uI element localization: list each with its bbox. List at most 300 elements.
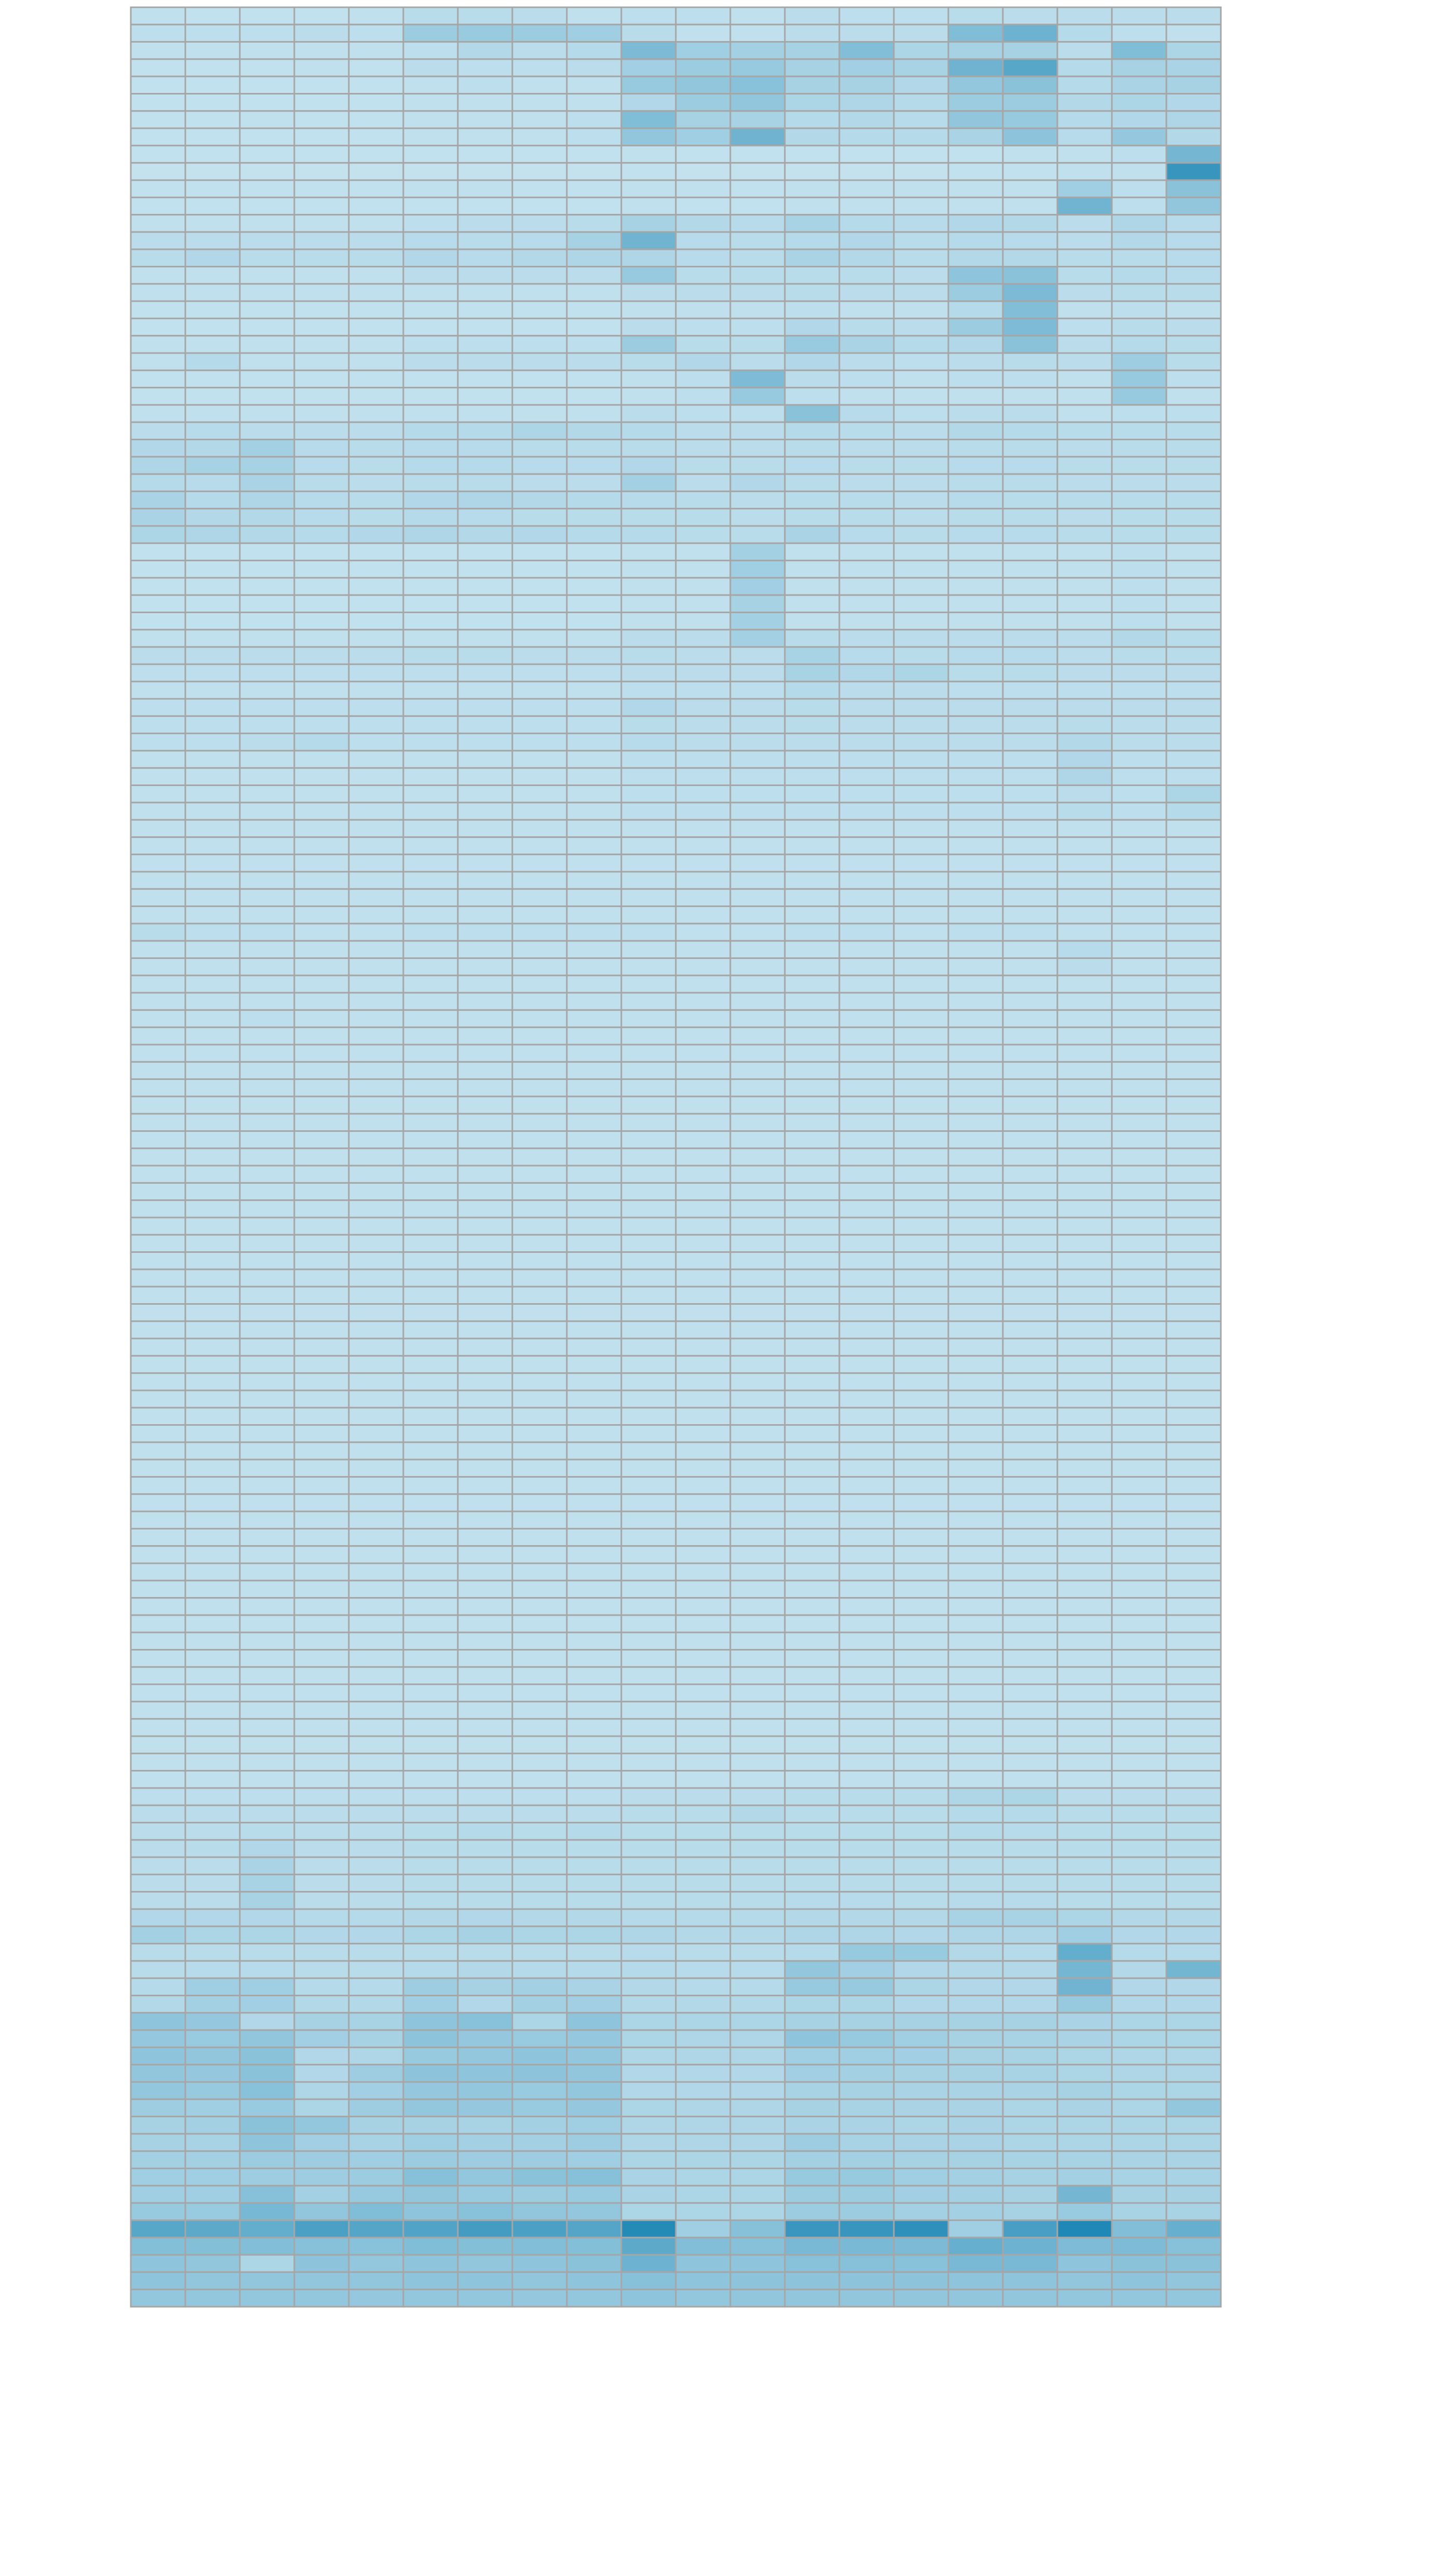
heatmap-cell [785, 1287, 839, 1304]
heatmap-cell [1057, 1079, 1112, 1097]
heatmap-cell [1003, 2290, 1057, 2307]
heatmap-cell [240, 734, 294, 751]
heatmap-cell [403, 1442, 458, 1459]
heatmap-cell [676, 370, 730, 387]
heatmap-cell [1166, 941, 1221, 958]
heatmap-cell [512, 353, 567, 370]
heatmap-cell [1057, 1373, 1112, 1390]
heatmap-cell [894, 1062, 948, 1079]
heatmap-cell [676, 907, 730, 924]
heatmap-cell [240, 1961, 294, 1978]
heatmap-cell [948, 664, 1003, 681]
heatmap-cell [403, 440, 458, 457]
heatmap-cell [785, 682, 839, 699]
heatmap-cell [512, 647, 567, 664]
heatmap-cell [567, 1944, 621, 1961]
heatmap-cell [676, 145, 730, 163]
heatmap-cell [512, 1788, 567, 1805]
heatmap-cell [512, 2186, 567, 2203]
heatmap-cell [894, 1218, 948, 1235]
heatmap-cell [185, 1546, 240, 1563]
heatmap-cell [1003, 1546, 1057, 1563]
heatmap-cell [240, 491, 294, 508]
heatmap-cell [1166, 1045, 1221, 1062]
heatmap-cell [512, 1667, 567, 1684]
heatmap-cell [1112, 2134, 1166, 2151]
heatmap-cell [294, 1148, 349, 1166]
heatmap-cell [894, 1667, 948, 1684]
heatmap-cell [948, 855, 1003, 872]
heatmap-cell [1003, 1269, 1057, 1287]
heatmap-cell [1057, 630, 1112, 647]
heatmap-cell [294, 699, 349, 716]
heatmap-cell [240, 1321, 294, 1338]
heatmap-cell [948, 7, 1003, 24]
heatmap-cell [349, 2082, 403, 2099]
heatmap-cell [240, 664, 294, 681]
heatmap-cell [894, 1079, 948, 1097]
heatmap-cell [240, 1425, 294, 1442]
heatmap-cell [894, 388, 948, 405]
heatmap-cell [785, 941, 839, 958]
heatmap-cell [1166, 1771, 1221, 1788]
heatmap-cell [131, 2065, 185, 2082]
heatmap-cell [567, 1304, 621, 1321]
heatmap-cell [403, 993, 458, 1010]
heatmap-cell [1057, 1753, 1112, 1770]
heatmap-cell [1112, 872, 1166, 889]
heatmap-cell [839, 1598, 894, 1615]
heatmap-cell [948, 1650, 1003, 1667]
heatmap-cell [1003, 595, 1057, 612]
heatmap-cell [839, 1805, 894, 1822]
heatmap-cell [403, 751, 458, 768]
heatmap-cell [621, 59, 676, 76]
heatmap-cell [839, 215, 894, 232]
heatmap-cell [240, 1632, 294, 1649]
heatmap-cell [240, 2238, 294, 2255]
heatmap-cell [948, 1235, 1003, 1252]
heatmap-cell [185, 7, 240, 24]
heatmap-cell [458, 1753, 512, 1770]
heatmap-cell [839, 1667, 894, 1684]
heatmap-cell [730, 976, 785, 993]
heatmap-cell [458, 2203, 512, 2220]
heatmap-cell [403, 526, 458, 543]
heatmap-cell [839, 958, 894, 976]
heatmap-cell [1166, 889, 1221, 906]
heatmap-cell [512, 1546, 567, 1563]
heatmap-cell [185, 2290, 240, 2307]
heatmap-cell [185, 1615, 240, 1632]
heatmap-cell [621, 128, 676, 145]
heatmap-cell [839, 1235, 894, 1252]
heatmap-cell [948, 24, 1003, 42]
heatmap-cell [948, 1529, 1003, 1546]
heatmap-cell [1057, 2272, 1112, 2289]
heatmap-cell [621, 941, 676, 958]
heatmap-cell [567, 1148, 621, 1166]
heatmap-cell [349, 1494, 403, 1511]
heatmap-cell [621, 976, 676, 993]
heatmap-cell [1057, 2290, 1112, 2307]
heatmap-cell [676, 820, 730, 837]
heatmap-cell [458, 1408, 512, 1425]
heatmap-cell [676, 716, 730, 733]
heatmap-cell [567, 1874, 621, 1891]
heatmap-cell [785, 1944, 839, 1961]
heatmap-cell [185, 1338, 240, 1356]
heatmap-cell [1112, 837, 1166, 854]
heatmap-cell [185, 1788, 240, 1805]
heatmap-cell [1003, 353, 1057, 370]
heatmap-cell [730, 1097, 785, 1114]
heatmap-cell [1112, 1684, 1166, 1701]
heatmap-cell [785, 318, 839, 335]
heatmap-cell [403, 976, 458, 993]
heatmap-cell [839, 1027, 894, 1045]
heatmap-cell [1166, 2255, 1221, 2272]
heatmap-cell [1112, 422, 1166, 439]
heatmap-cell [948, 1719, 1003, 1736]
heatmap-cell [1166, 1615, 1221, 1632]
heatmap-cell [621, 1252, 676, 1269]
heatmap-cell [403, 2290, 458, 2307]
heatmap-cell [1057, 2186, 1112, 2203]
heatmap-cell [1003, 907, 1057, 924]
heatmap-cell [1057, 716, 1112, 733]
heatmap-cell [894, 1563, 948, 1580]
heatmap-cell [785, 128, 839, 145]
heatmap-cell [1003, 1218, 1057, 1235]
heatmap-cell [1112, 76, 1166, 93]
heatmap-cell [621, 1183, 676, 1200]
heatmap-cell [1057, 1580, 1112, 1598]
heatmap-cell [458, 1459, 512, 1477]
heatmap-cell [512, 1840, 567, 1857]
heatmap-cell [458, 215, 512, 232]
heatmap-cell [458, 1823, 512, 1840]
heatmap-cell [785, 163, 839, 180]
heatmap-cell [131, 786, 185, 803]
heatmap-cell [1112, 1338, 1166, 1356]
heatmap-cell [785, 561, 839, 578]
heatmap-cell [294, 2272, 349, 2289]
heatmap-cell [403, 2169, 458, 2186]
heatmap-cell [131, 889, 185, 906]
heatmap-cell [676, 2013, 730, 2030]
heatmap-cell [894, 180, 948, 197]
heatmap-cell [1057, 388, 1112, 405]
heatmap-cell [1166, 855, 1221, 872]
heatmap-cell [403, 422, 458, 439]
heatmap-cell [730, 1373, 785, 1390]
heatmap-cell [240, 474, 294, 491]
heatmap-cell [1166, 1874, 1221, 1891]
heatmap-cell [1003, 145, 1057, 163]
heatmap-cell [730, 1892, 785, 1909]
heatmap-cell [785, 1062, 839, 1079]
heatmap-cell [131, 1996, 185, 2013]
heatmap-cell [894, 1909, 948, 1926]
heatmap-cell [1112, 370, 1166, 387]
heatmap-cell [1003, 111, 1057, 128]
heatmap-cell [567, 1425, 621, 1442]
heatmap-cell [894, 1166, 948, 1183]
heatmap-cell [1112, 284, 1166, 301]
heatmap-cell [294, 1580, 349, 1598]
heatmap-cell [730, 1632, 785, 1649]
heatmap-cell [567, 1650, 621, 1667]
heatmap-cell [894, 1840, 948, 1857]
heatmap-cell [403, 1736, 458, 1753]
heatmap-cell [458, 474, 512, 491]
heatmap-cell [676, 1287, 730, 1304]
heatmap-cell [458, 1701, 512, 1719]
heatmap-cell [948, 180, 1003, 197]
heatmap-cell [1166, 1442, 1221, 1459]
heatmap-cell [948, 2099, 1003, 2116]
heatmap-cell [185, 76, 240, 93]
heatmap-cell [403, 1304, 458, 1321]
heatmap-cell [403, 1287, 458, 1304]
heatmap-cell [785, 370, 839, 387]
heatmap-cell [131, 267, 185, 284]
heatmap-cell [1003, 1874, 1057, 1891]
heatmap-cell [676, 2169, 730, 2186]
heatmap-cell [240, 422, 294, 439]
heatmap-cell [894, 1027, 948, 1045]
heatmap-cell [1057, 1459, 1112, 1477]
heatmap-cell [567, 163, 621, 180]
heatmap-cell [621, 1944, 676, 1961]
heatmap-cell [131, 1287, 185, 1304]
heatmap-cell [294, 1356, 349, 1373]
heatmap-cell [839, 872, 894, 889]
heatmap-cell [458, 837, 512, 854]
heatmap-cell [730, 2255, 785, 2272]
heatmap-cell [458, 94, 512, 111]
heatmap-cell [294, 647, 349, 664]
heatmap-cell [131, 1823, 185, 1840]
heatmap-cell [403, 2186, 458, 2203]
heatmap-cell [349, 768, 403, 785]
heatmap-cell [512, 1909, 567, 1926]
heatmap-cell [621, 1373, 676, 1390]
heatmap-cell [294, 1062, 349, 1079]
heatmap-cell [1166, 2082, 1221, 2099]
heatmap-cell [1112, 786, 1166, 803]
heatmap-cell [621, 2047, 676, 2064]
heatmap-cell [403, 595, 458, 612]
heatmap-cell [349, 1944, 403, 1961]
heatmap-cell [567, 267, 621, 284]
heatmap-cell [1112, 1027, 1166, 1045]
heatmap-cell [1003, 301, 1057, 318]
heatmap-cell [294, 2220, 349, 2237]
heatmap-cell [185, 837, 240, 854]
heatmap-cell [1112, 1218, 1166, 1235]
heatmap-cell [1057, 578, 1112, 595]
heatmap-cell [294, 1166, 349, 1183]
heatmap-cell [1057, 1097, 1112, 1114]
heatmap-cell [621, 1805, 676, 1822]
heatmap-cell [676, 1771, 730, 1788]
heatmap-cell [621, 405, 676, 422]
heatmap-cell [1166, 924, 1221, 941]
heatmap-cell [185, 664, 240, 681]
heatmap-cell [458, 1148, 512, 1166]
heatmap-cell [894, 2238, 948, 2255]
heatmap-cell [839, 941, 894, 958]
heatmap-cell [894, 94, 948, 111]
heatmap-cell [294, 509, 349, 526]
heatmap-cell [185, 543, 240, 560]
heatmap-cell [567, 751, 621, 768]
heatmap-cell [1057, 1148, 1112, 1166]
heatmap-cell [131, 699, 185, 716]
heatmap-cell [512, 1045, 567, 1062]
heatmap-cell [621, 1425, 676, 1442]
heatmap-cell [512, 180, 567, 197]
heatmap-cell [403, 1252, 458, 1269]
heatmap-cell [1112, 1390, 1166, 1408]
heatmap-cell [1057, 405, 1112, 422]
heatmap-cell [240, 1892, 294, 1909]
heatmap-cell [458, 388, 512, 405]
heatmap-cell [240, 1356, 294, 1373]
heatmap-cell [894, 1615, 948, 1632]
heatmap-cell [512, 1373, 567, 1390]
heatmap-cell [676, 630, 730, 647]
heatmap-cell [567, 941, 621, 958]
heatmap-cell [403, 2134, 458, 2151]
heatmap-cell [1112, 1079, 1166, 1097]
heatmap-cell [948, 1442, 1003, 1459]
heatmap-cell [131, 1390, 185, 1408]
heatmap-cell [294, 2255, 349, 2272]
heatmap-cell [894, 1788, 948, 1805]
heatmap-cell [349, 1926, 403, 1943]
heatmap-cell [458, 1200, 512, 1218]
heatmap-cell [621, 2290, 676, 2307]
heatmap-cell [567, 1131, 621, 1148]
heatmap-cell [1166, 1338, 1221, 1356]
heatmap-cell [785, 1114, 839, 1131]
heatmap-cell [785, 595, 839, 612]
heatmap-cell [621, 1719, 676, 1736]
heatmap-cell [730, 526, 785, 543]
heatmap-cell [1003, 1753, 1057, 1770]
heatmap-cell [349, 889, 403, 906]
heatmap-cell [1057, 803, 1112, 820]
heatmap-cell [1057, 1027, 1112, 1045]
heatmap-cell [458, 1269, 512, 1287]
heatmap-cell [240, 301, 294, 318]
heatmap-cell [567, 526, 621, 543]
heatmap-cell [131, 163, 185, 180]
heatmap-cell [131, 872, 185, 889]
heatmap-cell [894, 2065, 948, 2082]
heatmap-cell [185, 2255, 240, 2272]
heatmap-cell [621, 1356, 676, 1373]
heatmap-cell [948, 803, 1003, 820]
heatmap-cell [512, 405, 567, 422]
heatmap-cell [1166, 1823, 1221, 1840]
heatmap-cell [294, 215, 349, 232]
heatmap-cell [1112, 1408, 1166, 1425]
heatmap-cell [512, 993, 567, 1010]
heatmap-cell [512, 370, 567, 387]
heatmap-cell [185, 578, 240, 595]
heatmap-cell [567, 2047, 621, 2064]
heatmap-cell [240, 2030, 294, 2047]
heatmap-cell [1003, 1062, 1057, 1079]
heatmap-cell [131, 751, 185, 768]
heatmap-cell [1112, 1926, 1166, 1943]
heatmap-cell [512, 474, 567, 491]
heatmap-cell [512, 1079, 567, 1097]
heatmap-cell [131, 1321, 185, 1338]
heatmap-cell [131, 457, 185, 474]
heatmap-cell [839, 318, 894, 335]
heatmap-cell [349, 1373, 403, 1390]
heatmap-cell [349, 59, 403, 76]
heatmap-cell [1166, 24, 1221, 42]
heatmap-cell [458, 1978, 512, 1995]
heatmap-cell [403, 180, 458, 197]
heatmap-cell [948, 1027, 1003, 1045]
heatmap-cell [785, 1218, 839, 1235]
heatmap-cell [512, 543, 567, 560]
heatmap-cell [240, 94, 294, 111]
heatmap-cell [1003, 2065, 1057, 2082]
heatmap-cell [1057, 2151, 1112, 2168]
heatmap-cell [512, 1218, 567, 1235]
heatmap-cell [948, 2082, 1003, 2099]
heatmap-cell [567, 1459, 621, 1477]
heatmap-cell [567, 2238, 621, 2255]
heatmap-cell [948, 1010, 1003, 1027]
heatmap-cell [948, 267, 1003, 284]
heatmap-cell [1003, 2255, 1057, 2272]
heatmap-cell [403, 1390, 458, 1408]
heatmap-cell [1003, 1857, 1057, 1874]
heatmap-cell [458, 1909, 512, 1926]
heatmap-cell [839, 1287, 894, 1304]
heatmap-cell [1166, 2272, 1221, 2289]
heatmap-cell [1112, 1719, 1166, 1736]
heatmap-cell [1166, 1684, 1221, 1701]
heatmap-cell [403, 1857, 458, 1874]
heatmap-cell [894, 1390, 948, 1408]
heatmap-cell [839, 197, 894, 214]
heatmap-cell [403, 958, 458, 976]
heatmap-cell [294, 457, 349, 474]
heatmap-cell [676, 267, 730, 284]
heatmap-cell [948, 630, 1003, 647]
heatmap-cell [1057, 1529, 1112, 1546]
heatmap-cell [730, 1079, 785, 1097]
heatmap-cell [294, 613, 349, 630]
heatmap-cell [839, 907, 894, 924]
heatmap-cell [730, 1840, 785, 1857]
heatmap-cell [403, 803, 458, 820]
heatmap-cell [131, 1459, 185, 1477]
heatmap-cell [1003, 820, 1057, 837]
heatmap-cell [567, 232, 621, 249]
heatmap-cell [894, 76, 948, 93]
